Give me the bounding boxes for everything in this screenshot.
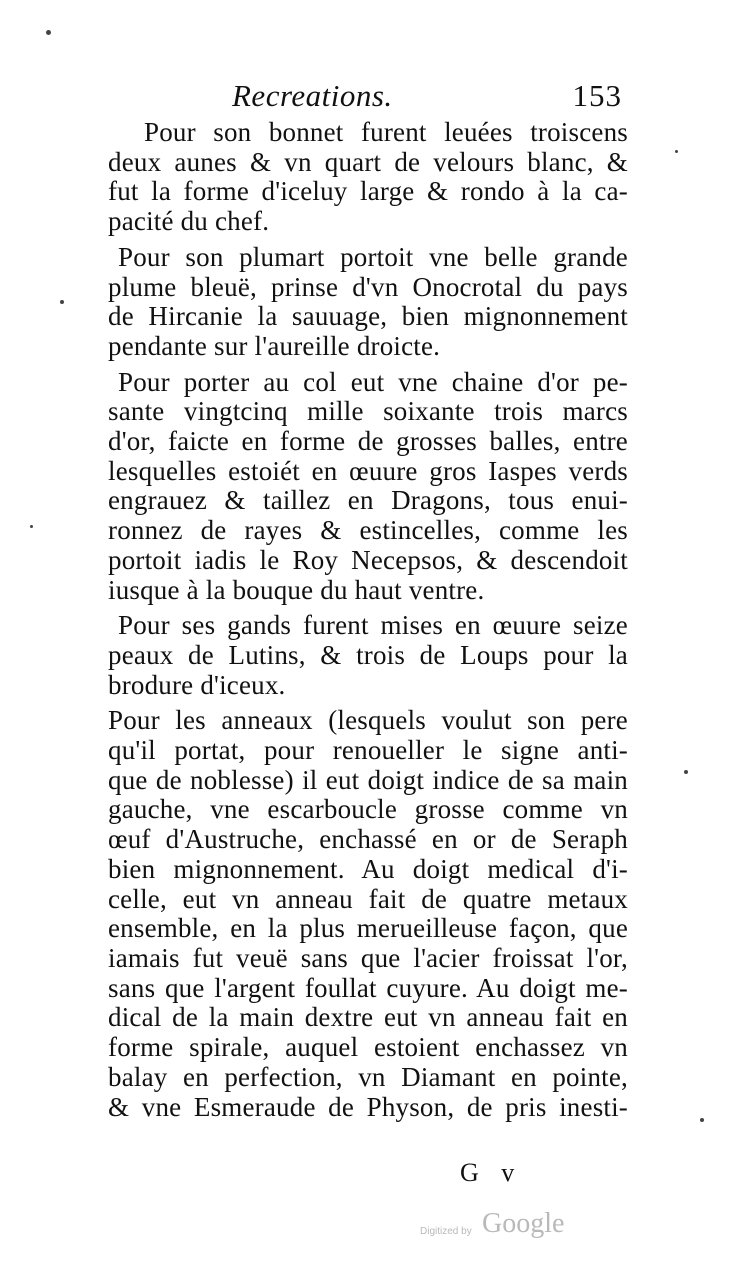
text-line: d'or, faicte en forme de grosses balles, entre	[108, 426, 628, 457]
text-line: sans que l'argent foullat cuyure. Au doigt me-	[108, 972, 628, 1003]
text-line: iamais fut veuë sans que l'acier froissat l'or,	[108, 942, 628, 973]
text-line: portoit iadis le Roy Necepsos, & descendoit	[108, 544, 628, 575]
text-line: celle, eut vn anneau fait de quatre metaux	[108, 883, 628, 914]
running-head	[232, 78, 622, 118]
text-line: bien mignonnement. Au doigt medical d'i-	[108, 853, 628, 884]
signature-mark: G v	[460, 1158, 523, 1187]
text-line: deux aunes & vn quart de velours blanc, &	[108, 146, 628, 177]
text-line: Pour ses gands furent mises en œuure seize	[118, 610, 628, 641]
text-line: balay en perfection, vn Diamant en pointe,	[108, 1061, 628, 1092]
text-line: que de noblesse) il eut doigt indice de sa main	[108, 764, 628, 795]
digitized-watermark	[420, 1208, 580, 1248]
text-line: Pour les anneaux (lesquels voulut son pere	[108, 705, 628, 736]
text-line: Pour porter au col eut vne chaine d'or pe-	[118, 366, 628, 397]
text-line: forme spirale, auquel estoient enchassez vn	[108, 1032, 628, 1063]
text-line: & vne Esmeraude de Physon, de pris inesti-	[108, 1091, 628, 1122]
text-line: peaux de Lutins, & trois de Loups pour la	[108, 639, 628, 670]
text-line: engrauez & taillez en Dragons, tous enui-	[108, 485, 628, 516]
text-line: pendante sur l'aureille droicte.	[108, 330, 441, 361]
text-line: de Hircanie la sauuage, bien mignonnement	[108, 301, 628, 332]
text-line: qu'il portat, pour renoueller le signe anti-	[108, 735, 628, 766]
text-line: fut la forme d'iceluy large & rondo à la ca-	[108, 176, 628, 207]
text-line: Pour son plumart portoit vne belle grande	[118, 241, 628, 272]
watermark-prefix: Digitized by	[420, 1226, 472, 1237]
text-line: pacité du chef.	[108, 206, 270, 237]
watermark-logo: Google	[482, 1208, 565, 1239]
scan-speck	[675, 150, 678, 153]
text-line: ronnez de rayes & estincelles, comme les	[108, 515, 628, 546]
text-line: dical de la main dextre eut vn anneau fait en	[108, 1002, 628, 1033]
scan-speck	[46, 30, 51, 35]
text-line: œuf d'Austruche, enchassé en or de Seraph	[108, 824, 628, 855]
text-line: ensemble, en la plus merueilleuse façon, que	[108, 913, 628, 944]
scan-speck	[684, 770, 688, 774]
body-text	[108, 118, 628, 1122]
text-line: Pour son bonnet furent leuées troiscens	[144, 117, 628, 147]
page-number: 153	[572, 78, 622, 113]
text-line: brodure d'iceux.	[108, 669, 286, 700]
scan-speck	[30, 525, 33, 528]
text-line: plume bleuë, prinse d'vn Onocrotal du pays	[108, 271, 628, 302]
scan-speck	[700, 1118, 704, 1122]
text-line: lesquelles estoiét en œuure gros Iaspes verds	[108, 455, 628, 486]
text-line: iusque à la bouque du haut ventre.	[108, 574, 485, 605]
running-title: Recreations.	[232, 78, 393, 113]
text-line: sante vingtcinq mille soixante trois marcs	[108, 396, 628, 427]
text-line: gauche, vne escarboucle grosse comme vn	[108, 794, 628, 825]
scan-speck	[60, 300, 64, 304]
